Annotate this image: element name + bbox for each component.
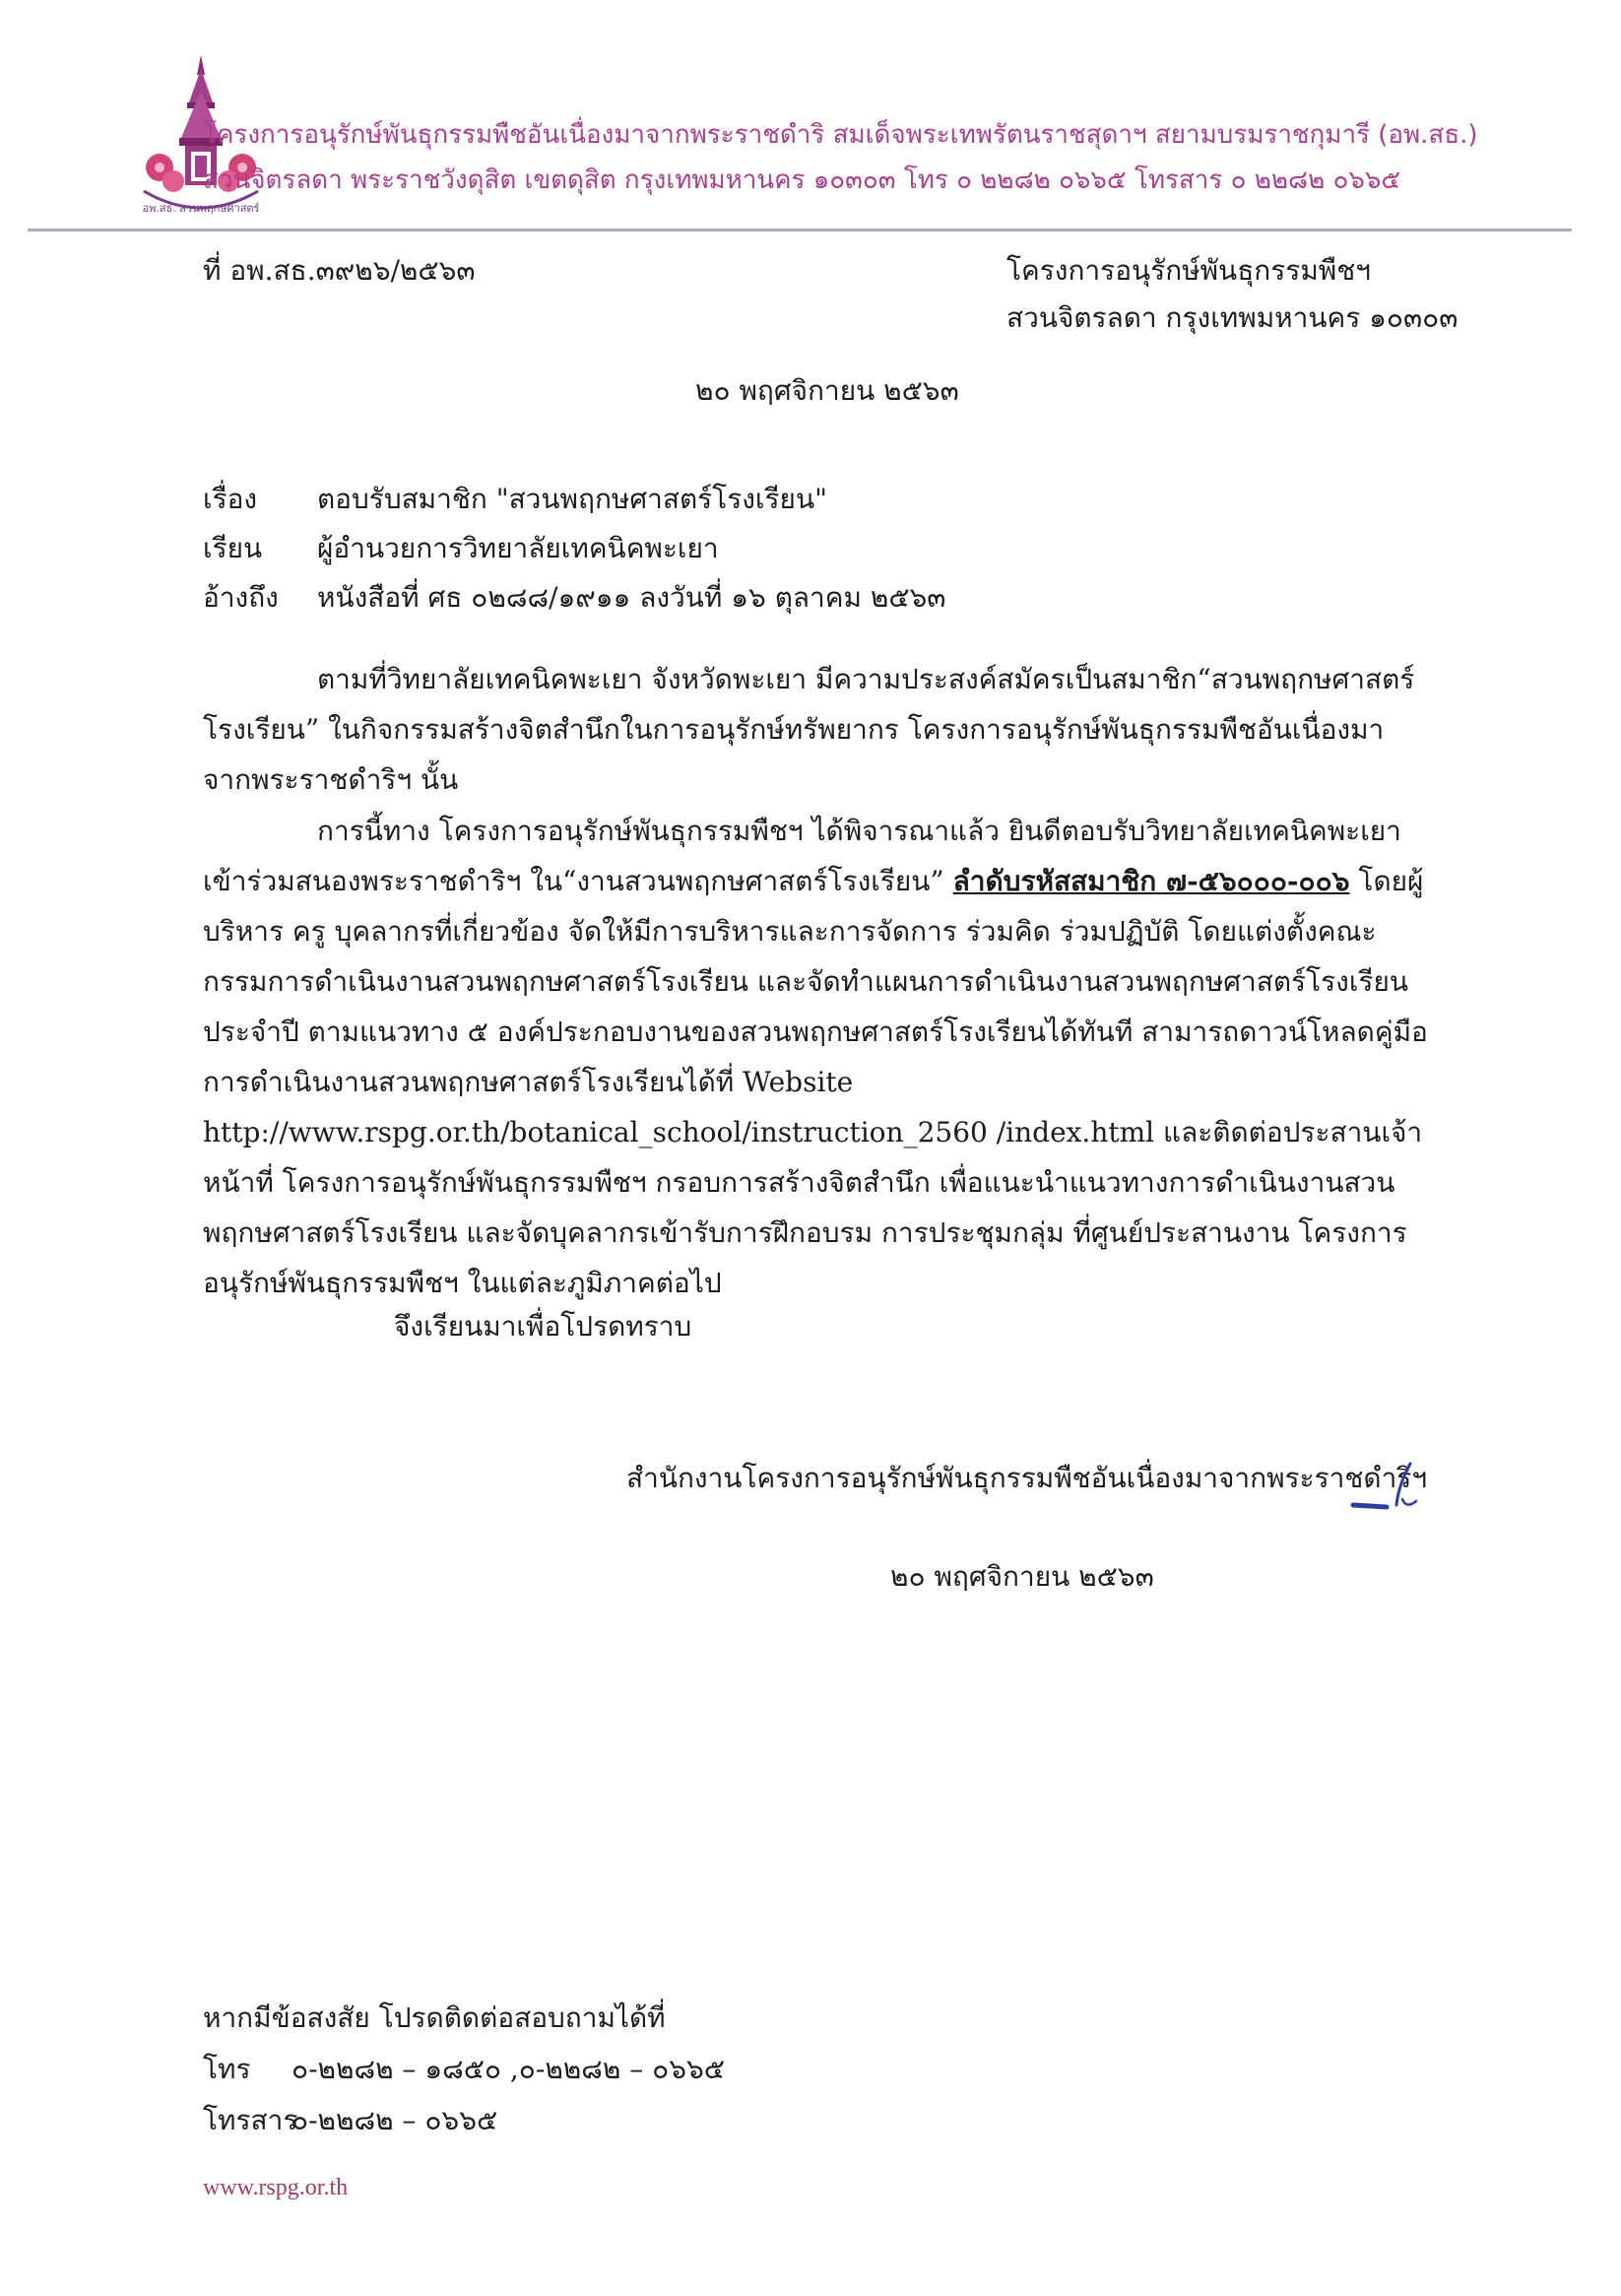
signature-office: สำนักงานโครงการอนุรักษ์พันธุกรรมพืชอันเนื่องมาจากพระราชดำริฯ [626,1462,1428,1494]
member-code: ลำดับรหัสสมาชิก ๗-๕๖๐๐๐-๐๐๖ [952,865,1350,897]
letter-date: ๒๐ พฤศจิกายน ๒๕๖๓ [695,374,959,407]
letterhead-title: โครงการอนุรักษ์พันธุกรรมพืชอันเนื่องมาจากพระราชดำริ สมเด็จพระเทพรัตนราชสุดาฯ สยามบรมราชกุมารี (อพ.สธ.) [203,120,1478,150]
footer-url: www.rspg.or.th [203,2175,349,2200]
reference-value: หนังสือที่ ศธ ๐๒๘๘/๑๙๑๑ ลงวันที่ ๑๖ ตุลาคม ๒๕๖๓ [317,581,946,614]
contact-fax-label: โทรสาร [203,2104,298,2136]
recipient-label: เรียน [203,532,263,564]
sender-address-line1: โครงการอนุรักษ์พันธุกรรมพืชฯ [1006,254,1371,287]
contact-phone: ๐-๒๒๘๒ – ๑๘๕๐ ,๐-๒๒๘๒ – ๐๖๖๕ [292,2053,725,2085]
contact-phone-label: โทร [203,2053,251,2085]
contact-intro: หากมีข้อสงสัย โปรดติดต่อสอบถามได้ที่ [203,2001,666,2034]
body-paragraph-2-part2: โดยผู้บริหาร ครู บุคลากรที่เกี่ยวข้อง จัดให้มีการบริหารและการจัดการ ร่วมคิด ร่วมปฏิบัติ โดยแต่งตั้งคณะกรรมการดำเนินงานสวนพฤกษศาสตร์โรงเรียน และจัดทำแผนการดำเนินงานสวนพฤกษศาสตร์โรงเรียนประจำปี ตามแนวทาง ๕ องค์ประกอบงานของสวนพฤกษศาสตร์โรงเรียนได้ทันที สามารถดาวน์โหลดคู่มือการดำเนินงานสวนพฤกษศาสตร์โรงเรียนได้ที่ Website http://www.rspg.or.th/botanical_school/instruction_2560 /index.html และติดต่อประสานเจ้าหน้าที่ โครงการอนุรักษ์พันธุกรรมพืชฯ กรอบการสร้างจิตสำนึก เพื่อแนะนำแนวทางการดำเนินงานสวนพฤกษศาสตร์โรงเรียน และจัดบุคลากรเข้ารับการฝึกอบรม การประชุมกลุ่ม ที่ศูนย์ประสานงาน โครงการอนุรักษ์พันธุกรรมพืชฯ ในแต่ละภูมิภาคต่อไป [203,865,1428,1299]
letter-body [203,654,1430,1308]
body-paragraph-2-part1: การนี้ทาง โครงการอนุรักษ์พันธุกรรมพืชฯ ได้พิจารณาแล้ว ยินดีตอบรับวิทยาลัยเทคนิคพะเยา เข้าร่วมสนองพระราชดำริฯ ใน“งานสวนพฤกษศาสตร์โรงเรียน” [203,815,1401,897]
recipient-value: ผู้อำนวยการวิทยาลัยเทคนิคพะเยา [317,532,719,564]
signature-mark [1345,1456,1434,1525]
sender-address-line2: สวนจิตรลดา กรุงเทพมหานคร ๑๐๓๐๓ [1006,301,1459,334]
signature-date: ๒๐ พฤศจิกายน ๒๕๖๓ [890,1560,1154,1593]
body-paragraph-2 [203,806,1430,1308]
contact-fax: ๐-๒๒๘๒ – ๐๖๖๕ [292,2104,498,2136]
subject-label: เรื่อง [203,483,258,515]
letterhead-address: สวนจิตรลดา พระราชวังดุสิต เขตดุสิต กรุงเทพมหานคร ๑๐๓๐๓ โทร ๐ ๒๒๘๒ ๐๖๖๕ โทรสาร ๐ ๒๒๘๒ ๐๖๖๕ [203,165,1401,195]
logo-caption: อพ.สธ. สวนพฤกษศาสตร์ [142,202,260,215]
reference-number: ที่ อพ.สธ.๓๙๒๖/๒๕๖๓ [203,254,476,287]
reference-label: อ้างถึง [203,581,279,614]
subject-value: ตอบรับสมาชิก "สวนพฤกษศาสตร์โรงเรียน" [317,483,827,515]
header-divider [28,229,1572,231]
body-paragraph-1: ตามที่วิทยาลัยเทคนิคพะเยา จังหวัดพะเยา มีความประสงค์สมัครเป็นสมาชิก“สวนพฤกษศาสตร์โรงเรียน” ในกิจกรรมสร้างจิตสำนึกในการอนุรักษ์ทรัพยากร โครงการอนุรักษ์พันธุกรรมพืชอันเนื่องมาจากพระราชดำริฯ นั้น [203,663,1415,796]
closing-text: จึงเรียนมาเพื่อโปรดทราบ [394,1310,692,1343]
